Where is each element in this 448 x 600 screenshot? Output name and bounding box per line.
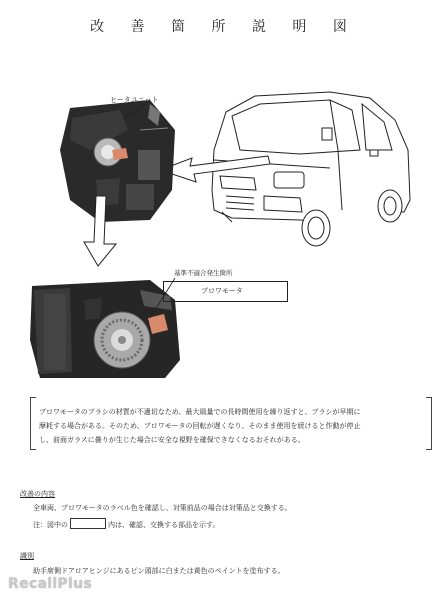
improvement-line-1: 全車両、ブロワモータのラベル色を確認し、対策前品の場合は対策品と交換する。 [33,504,292,512]
note-suffix: 内は、確認、交換する部品を示す。 [108,521,220,529]
description-line-3: し、前面ガラスに曇りが生じた場合に安全な視野を確保できなくなるおそれがある。 [39,436,305,444]
bracket-right [426,397,432,450]
note-sample-box [70,518,106,529]
van-illustration [212,92,410,246]
note-prefix: 注：図中の [33,521,68,529]
identification-line-1: 助手席側ドアロアヒンジにあるピン頭部に白または黄色のペイントを塗布する。 [33,567,285,575]
identification-heading: 識別 [20,552,34,560]
blower-motor-closeup [30,280,180,378]
page-title: 改 善 箇 所 説 明 図 [90,19,358,35]
heater-unit-callout: ヒータユニット [110,96,159,104]
heater-unit-illustration [60,100,175,222]
description-line-2: 摩耗する場合がある。そのため、ブロワモータの回転が遅くなり、そのまま使用を続けると作動が停止 [39,422,361,430]
bracket-left [30,397,36,450]
description-line-1: ブロワモータのブラシの材質が不適切なため、最大風量での長時間使用を繰り返すと、ブラシが早期に [39,408,361,416]
blower-motor-label-box: ブロワモータ [163,281,288,302]
improvement-note [33,518,219,530]
watermark-logo: RecallPlus [8,576,92,592]
defect-description-box [30,396,432,451]
defect-site-callout: 基準不適合発生箇所 [174,269,233,277]
improvement-heading: 改善の内容 [20,490,55,498]
